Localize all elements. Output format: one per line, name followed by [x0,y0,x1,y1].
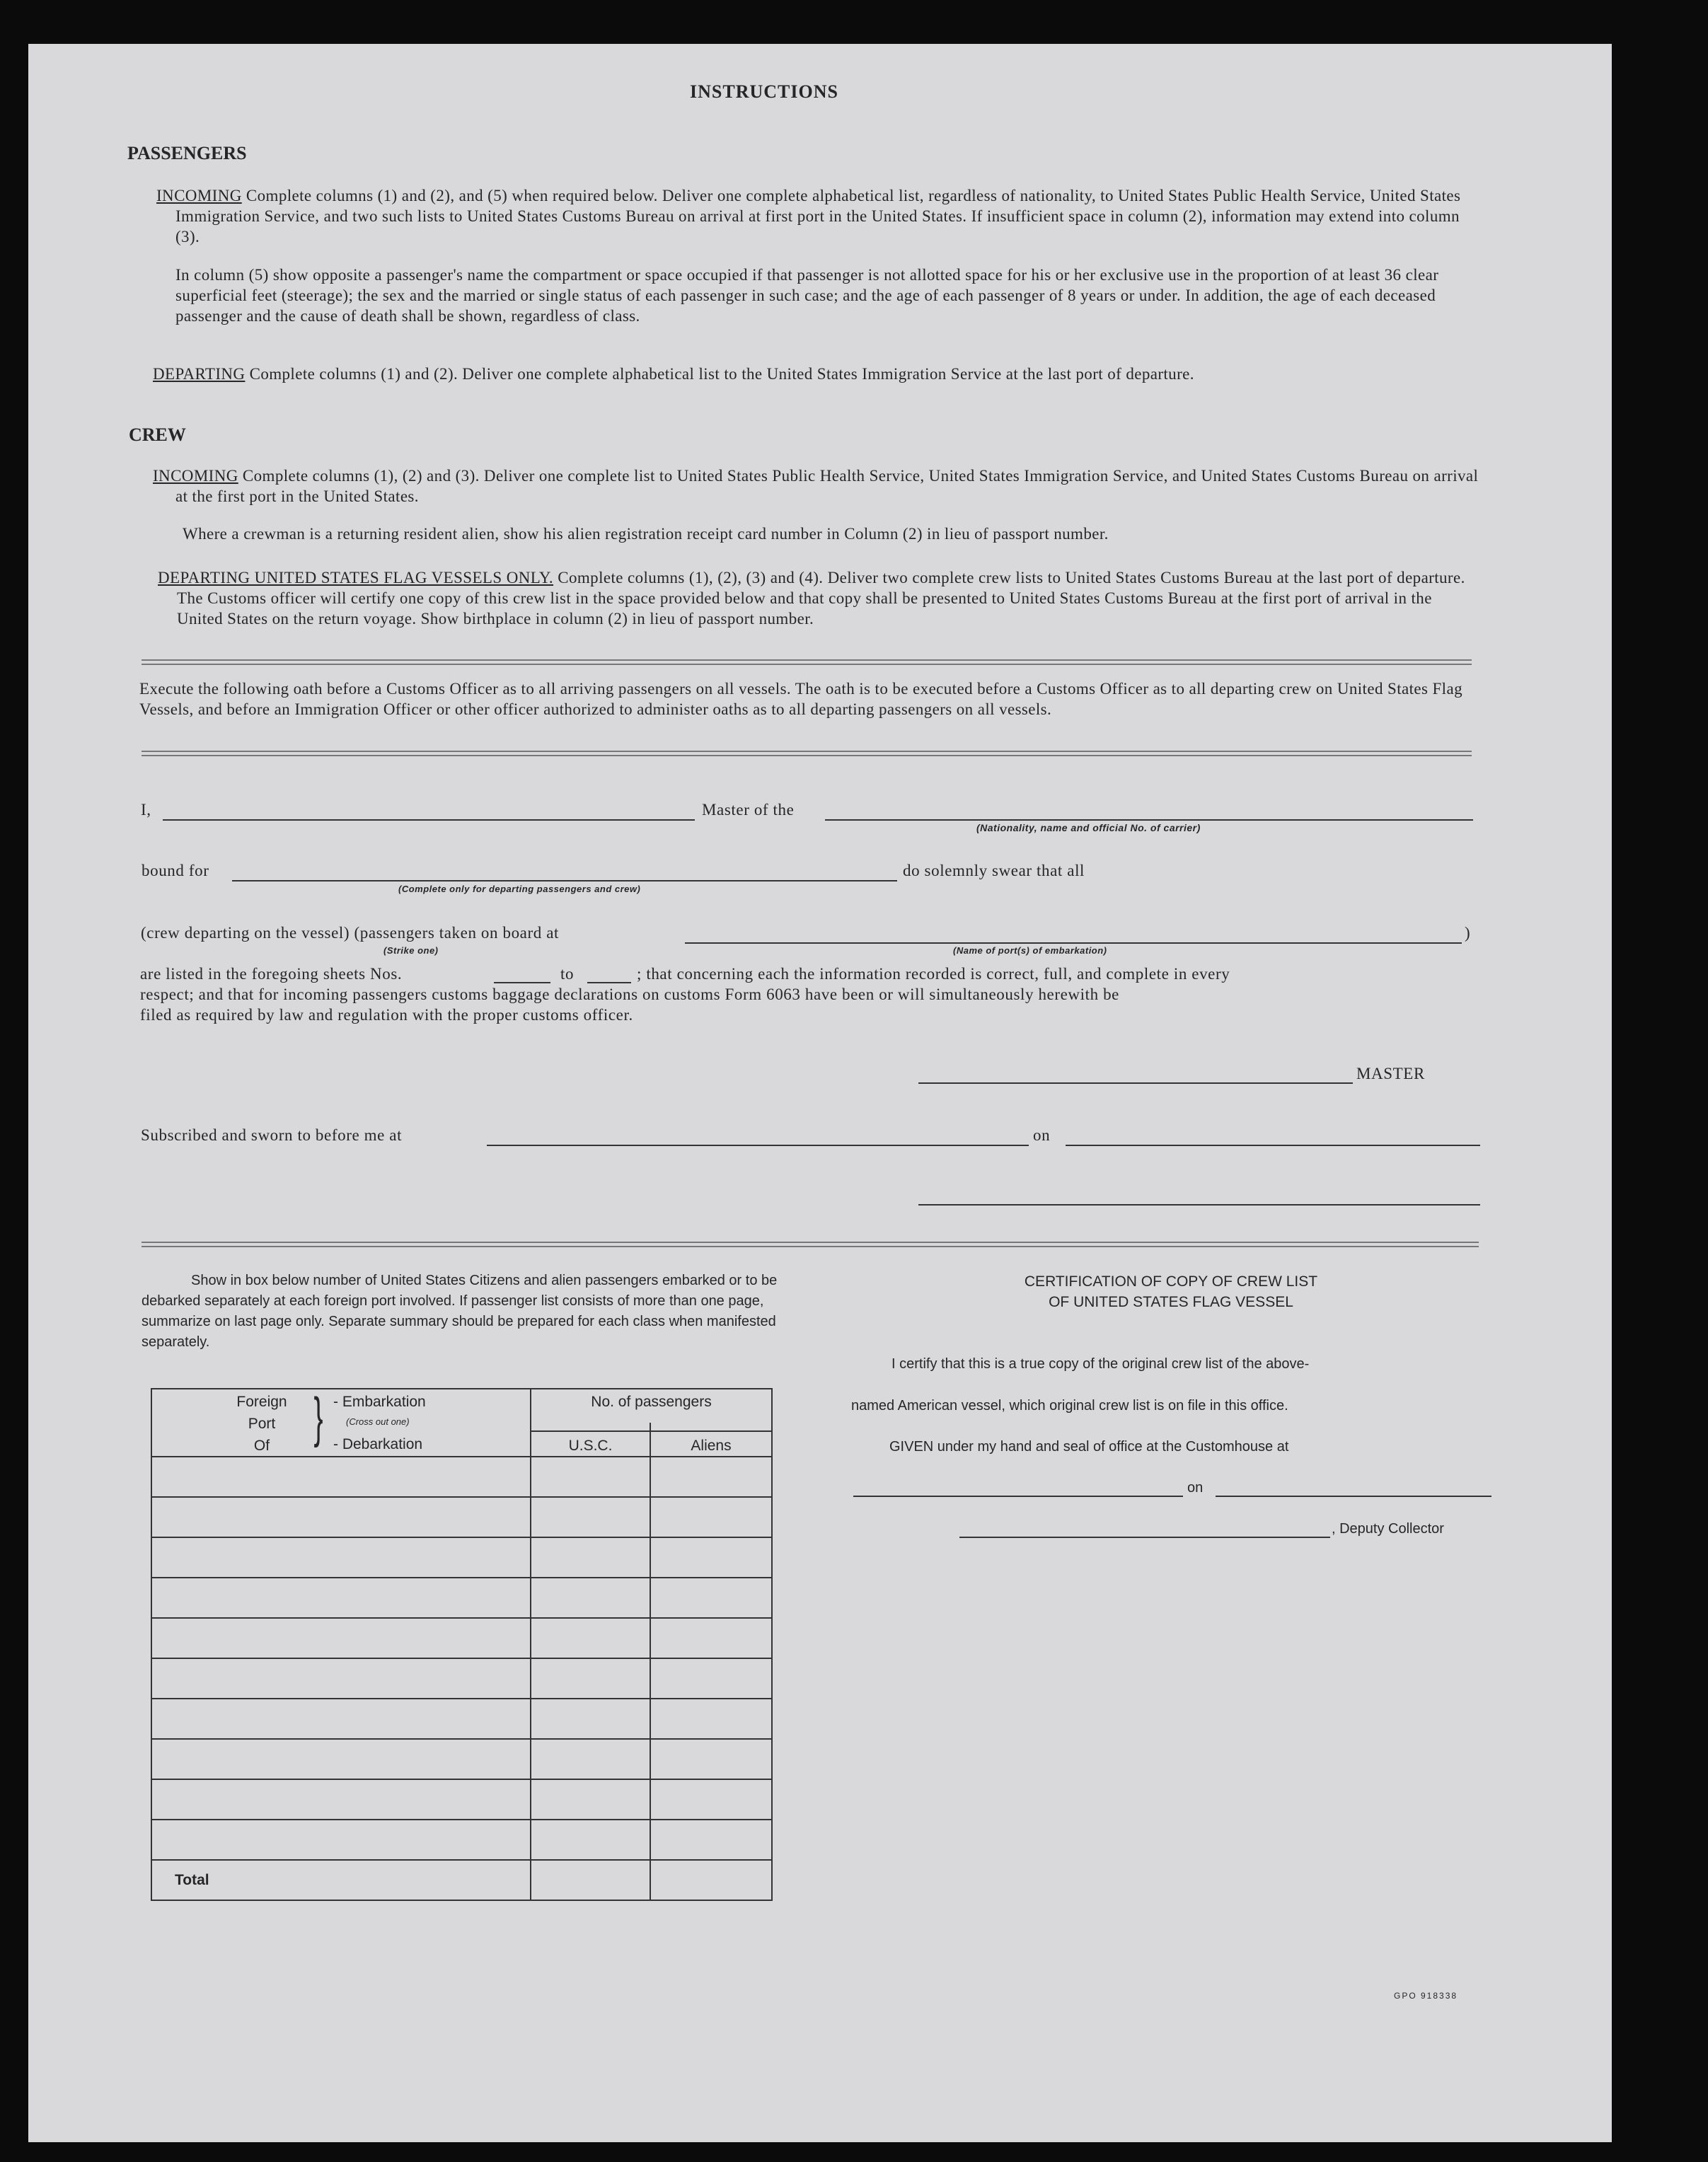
usc-cell[interactable] [531,1578,650,1618]
aliens-cell[interactable] [650,1739,772,1779]
certification-title-line2: OF UNITED STATES FLAG VESSEL [1049,1294,1293,1310]
table-row [151,1537,772,1578]
port-caption: (Name of port(s) of embarkation) [953,945,1107,956]
deputy-collector-label: , Deputy Collector [1332,1521,1444,1537]
aliens-cell[interactable] [650,1820,772,1860]
summary-instructions: Show in box below number of United States Citizens and alien passengers embarked or to be debarked separately at each foreign port involved. If passenger list consists of more than one page, summarize on last page only. Separate summary should be prepared for each class when manifested separately. [142,1273,778,1350]
nationality-caption: (Nationality, name and official No. of carrier) [976,822,1201,833]
sheet-from-field[interactable] [494,982,550,983]
sworn-date-field[interactable] [1066,1145,1480,1146]
crew-departing-paragraph [158,567,1477,629]
embarkation-label: - Embarkation [333,1394,426,1410]
aliens-label: Aliens [691,1438,732,1454]
gpo-code: GPO 918338 [1394,1991,1458,2001]
aliens-cell[interactable] [650,1618,772,1658]
aliens-cell[interactable] [650,1457,772,1497]
crew-incoming-label: INCOMING [153,467,238,485]
oath-intro: Execute the following oath before a Customs Officer as to all arriving passengers on all vessels. The oath is to be executed before a Customs Officer as to all departing crew on United States Flag Vessels, and before an Immigration Officer or other officer authorized to administer oaths as to all departing passengers on all vessels. [139,680,1462,718]
bound-for-field[interactable] [232,880,897,881]
port-cell[interactable] [151,1820,531,1860]
listed-line2: respect; and that for incoming passengers customs baggage declarations on customs Form 6063 have been or will simultaneously herewith be [140,985,1119,1003]
usc-cell[interactable] [531,1739,650,1779]
passengers-incoming-paragraph [156,185,1477,247]
cross-out-label: (Cross out one) [346,1416,410,1427]
passengers-departing-label: DEPARTING [153,365,246,383]
oath-i-label: I, [141,801,151,819]
strike-one-caption: (Strike one) [383,945,439,956]
aliens-cell[interactable] [650,1537,772,1578]
complete-only-caption: (Complete only for departing passengers and crew) [398,884,641,894]
table-row [151,1578,772,1618]
port-cell[interactable] [151,1578,531,1618]
total-row [151,1860,772,1900]
port-label: Port [248,1416,276,1432]
crew-incoming-text: Complete columns (1), (2) and (3). Deliver one complete list to United States Public Health Service, United States Immigration Service, and United States Customs Bureau on arrival at the first port in the United States. [175,467,1479,505]
usc-cell[interactable] [531,1779,650,1820]
certification-date-field[interactable] [1216,1496,1491,1497]
table-row [151,1699,772,1739]
listed-line3: filed as required by law and regulation with the proper customs officer. [140,1006,633,1024]
port-cell[interactable] [151,1739,531,1779]
customhouse-field[interactable] [853,1496,1183,1497]
usc-cell[interactable] [531,1618,650,1658]
embarkation-port-field[interactable] [685,942,1462,944]
passengers-departing-text: Complete columns (1) and (2). Deliver one complete alphabetical list to the United States Immigration Service at the last port of departure. [249,365,1194,383]
usc-cell[interactable] [531,1658,650,1699]
of-label: Of [253,1438,270,1454]
usc-cell[interactable] [531,1497,650,1537]
certification-title-line1: CERTIFICATION OF COPY OF CREW LIST [1024,1273,1318,1290]
master-of-the-label: Master of the [702,801,795,819]
bound-for-label: bound for [142,862,209,879]
usc-label: U.S.C. [568,1438,613,1454]
port-cell[interactable] [151,1537,531,1578]
port-cell[interactable] [151,1658,531,1699]
table-row [151,1658,772,1699]
passengers-departing-paragraph [153,364,1481,384]
aliens-cell[interactable] [650,1658,772,1699]
crew-heading: CREW [129,424,186,445]
listed-suffix: ; that concerning each the information recorded is correct, full, and complete in every [637,965,1230,983]
foreign-label: Foreign [236,1394,287,1410]
usc-cell[interactable] [531,1537,650,1578]
port-cell[interactable] [151,1618,531,1658]
crew-departing-text: Complete columns (1), (2), (3) and (4). Deliver two complete crew lists to United States Customs Bureau at the last port of departure. The Customs officer will certify one copy of this crew list in the space provided below and that copy shall be presented to United States Customs Bureau at the first port of arrival in the United States on the return voyage. Show birthplace in column (2) in lieu of passport number. [177,569,1465,628]
passengers-incoming-text: Complete columns (1) and (2), and (5) when required below. Deliver one complete alphabetical list, regardless of nationality, to United States Public Health Service, United States Immigration Service, and two such lists to United States Customs Bureau on arrival at first port in the United States. If insufficient space in column (2), information may extend into column (3). [175,187,1461,245]
crew-resident-paragraph: Where a crewman is a returning resident alien, show his alien registration receipt card number in Column (2) in lieu of passport number. [183,525,1109,543]
master-signature-field[interactable] [918,1082,1353,1084]
swear-label: do solemnly swear that all [903,862,1085,879]
aliens-cell[interactable] [650,1497,772,1537]
listed-prefix: are listed in the foregoing sheets Nos. [140,965,403,983]
port-cell[interactable] [151,1457,531,1497]
usc-cell[interactable] [531,1699,650,1739]
master-label: MASTER [1356,1065,1425,1082]
passengers-heading: PASSENGERS [127,143,247,163]
usc-header [531,1423,650,1457]
certification-line2: named American vessel, which original crew list is on file in this office. [851,1398,1288,1414]
usc-total-cell[interactable] [531,1860,650,1900]
no-passengers-header: No. of passengers [531,1389,772,1423]
sworn-place-field[interactable] [487,1145,1029,1146]
carrier-field[interactable] [825,819,1473,821]
close-paren: ) [1465,924,1471,942]
table-row [151,1779,772,1820]
foreign-port-header [151,1386,531,1457]
passengers-incoming-label: INCOMING [156,187,242,204]
table-row [151,1497,772,1537]
aliens-total-cell[interactable] [650,1860,772,1900]
crew-incoming-paragraph [153,466,1481,507]
sheet-to-field[interactable] [587,982,631,983]
port-cell[interactable] [151,1497,531,1537]
debarkation-label: - Debarkation [333,1436,423,1452]
table-row [151,1739,772,1779]
table-row [151,1820,772,1860]
aliens-cell[interactable] [650,1578,772,1618]
table-row [151,1457,772,1497]
aliens-cell[interactable] [650,1699,772,1739]
certification-line3: GIVEN under my hand and seal of office at the Customhouse at [889,1439,1289,1455]
aliens-header [650,1423,772,1457]
on-label: on [1033,1126,1051,1144]
master-name-field[interactable] [163,819,695,821]
table-row [151,1618,772,1658]
to-label: to [560,965,575,983]
usc-cell[interactable] [531,1820,650,1860]
aliens-cell[interactable] [650,1779,772,1820]
certification-line1: I certify that this is a true copy of the original crew list of the above- [891,1356,1310,1372]
divider [142,1242,1479,1247]
officer-signature-field[interactable] [918,1204,1480,1206]
port-cell[interactable] [151,1699,531,1739]
total-label: Total [151,1860,531,1900]
form-page [28,44,1612,2142]
subscribed-label: Subscribed and sworn to before me at [141,1126,403,1144]
divider [142,659,1472,665]
deputy-signature-field[interactable] [959,1537,1330,1538]
page-title: INSTRUCTIONS [690,81,838,102]
divider [142,751,1472,756]
passengers-column5-paragraph: In column (5) show opposite a passenger's name the compartment or space occupied if that passenger is not allotted space for his or her exclusive use in the proportion of at least 36 clear superficial feet (steerage); the sex and the married or single status of each passenger in such case; and the age of each passenger of 8 years or under. In addition, the age of each deceased passenger and the cause of death shall be shown, regardless of class. [175,266,1439,325]
passenger-summary-table [151,1388,773,1901]
brace-icon: } [313,1386,323,1448]
usc-cell[interactable] [531,1457,650,1497]
crew-departing-label: DEPARTING UNITED STATES FLAG VESSELS ONLY. [158,569,554,586]
port-cell[interactable] [151,1779,531,1820]
crew-passengers-label: (crew departing on the vessel) (passengers taken on board at [141,924,559,942]
certification-on-label: on [1187,1480,1204,1496]
certification-title [807,1271,1535,1312]
